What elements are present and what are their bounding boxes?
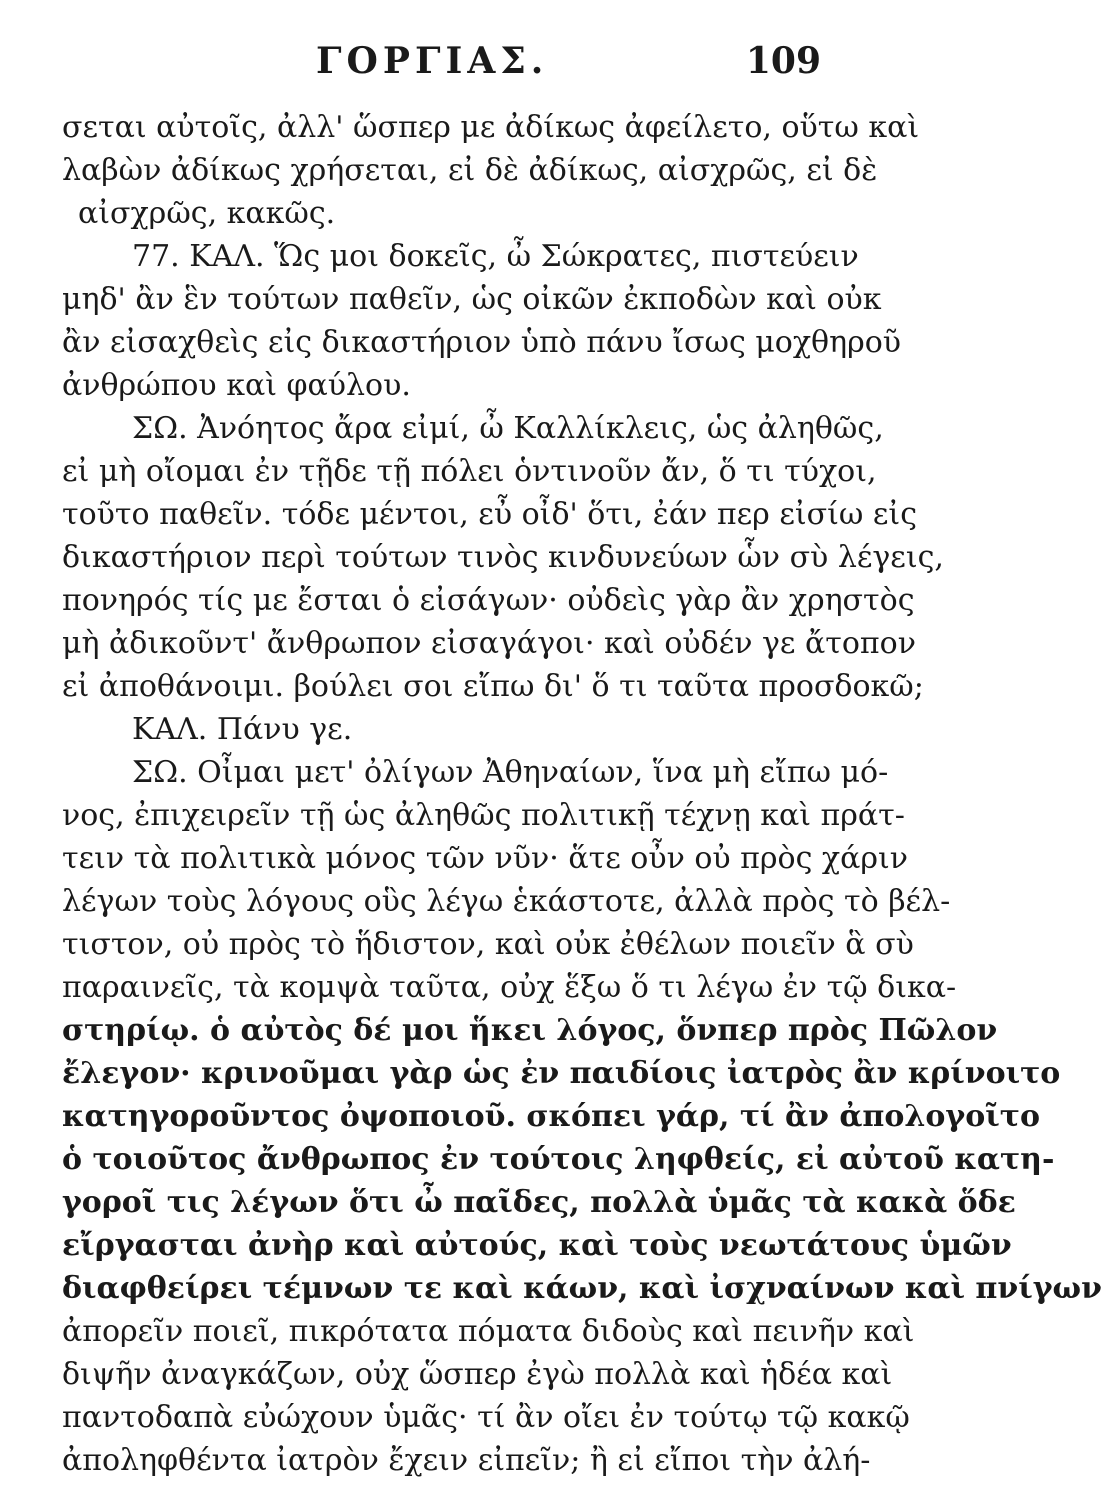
text-line: κατηγοροῦντος ὀψοποιοῦ. σκόπει γάρ, τί ἂν ἀπολογοῖτο: [62, 1099, 1040, 1134]
text-line: λαβὼν ἀδίκως χρήσεται, εἰ δὲ ἀδίκως, αἰσχρῶς, εἰ δὲ: [62, 153, 878, 188]
text-line: μηδ' ἂν ἓν τούτων παθεῖν, ὡς οἰκῶν ἐκποδὼν καὶ οὐκ: [62, 282, 882, 317]
text-line: εἰ ἀποθάνοιμι. βούλει σοι εἴπω δι' ὅ τι ταῦτα προσδοκῶ;: [62, 669, 924, 704]
page-number: 109: [745, 40, 821, 82]
text-line: ΣΩ. Ἀνόητος ἄρα εἰμί, ὦ Καλλίκλεις, ὡς ἀληθῶς,: [132, 411, 884, 446]
text-line: γοροῖ τις λέγων ὅτι ὦ παῖδες, πολλὰ ὑμᾶς τὰ κακὰ ὅδε: [62, 1185, 1016, 1220]
text-line: λέγων τοὺς λόγους οὓς λέγω ἑκάστοτε, ἀλλὰ πρὸς τὸ βέλ-: [62, 884, 951, 919]
text-line: παντοδαπὰ εὐώχουν ὑμᾶς· τί ἂν οἴει ἐν τούτῳ τῷ κακῷ: [62, 1400, 910, 1435]
text-line: διψῆν ἀναγκάζων, οὐχ ὥσπερ ἐγὼ πολλὰ καὶ ἡδέα καὶ: [62, 1357, 893, 1392]
text-line: σεται αὐτοῖς, ἀλλ' ὥσπερ με ἀδίκως ἀφείλετο, οὕτω καὶ: [62, 110, 920, 145]
text-line: πονηρός τίς με ἔσται ὁ εἰσάγων· οὐδεὶς γὰρ ἂν χρηστὸς: [62, 583, 915, 618]
text-line: αἰσχρῶς, κακῶς.: [78, 196, 336, 231]
text-line: στηρίῳ. ὁ αὐτὸς δέ μοι ἥκει λόγος, ὅνπερ πρὸς Πῶλον: [62, 1013, 998, 1048]
text-line: δικαστήριον περὶ τούτων τινὸς κινδυνεύων ὧν σὺ λέγεις,: [62, 540, 944, 575]
text-line: εἴργασται ἀνὴρ καὶ αὐτούς, καὶ τοὺς νεωτάτους ὑμῶν: [62, 1228, 1012, 1263]
text-line: ἀνθρώπου καὶ φαύλου.: [62, 368, 411, 403]
text-line: ἀποληφθέντα ἰατρὸν ἔχειν εἰπεῖν; ἢ εἰ εἴποι τὴν ἀλή-: [62, 1443, 871, 1478]
text-line: ἀπορεῖν ποιεῖ, πικρότατα πόματα διδοὺς καὶ πεινῆν καὶ: [62, 1314, 915, 1349]
text-line: νος, ἐπιχειρεῖν τῇ ὡς ἀληθῶς πολιτικῇ τέχνῃ καὶ πράτ-: [62, 798, 905, 833]
text-line: παραινεῖς, τὰ κομψὰ ταῦτα, οὐχ ἕξω ὅ τι λέγω ἐν τῷ δικα-: [62, 970, 957, 1005]
text-line: μὴ ἀδικοῦντ' ἄνθρωπον εἰσαγάγοι· καὶ οὐδέν γε ἄτοπον: [62, 626, 916, 661]
text-line: εἰ μὴ οἴομαι ἐν τῇδε τῇ πόλει ὁντινοῦν ἄν, ὅ τι τύχοι,: [62, 454, 877, 489]
text-line: τιστον, οὐ πρὸς τὸ ἥδιστον, καὶ οὐκ ἐθέλων ποιεῖν ἃ σὺ: [62, 927, 914, 962]
text-line: ὁ τοιοῦτος ἄνθρωπος ἐν τούτοις ληφθείς, εἰ αὐτοῦ κατη-: [62, 1142, 1055, 1177]
text-line: ἔλεγον· κρινοῦμαι γὰρ ὡς ἐν παιδίοις ἰατρὸς ἂν κρίνοιτο: [62, 1056, 1061, 1091]
text-line: 77. ΚΑΛ. Ὥς μοι δοκεῖς, ὦ Σώκρατες, πιστεύειν: [132, 239, 859, 274]
page-header: [0, 40, 966, 90]
text-line: διαφθείρει τέμνων τε καὶ κάων, καὶ ἰσχναίνων καὶ πνίγων: [62, 1271, 1102, 1306]
text-line: ΣΩ. Οἶμαι μετ' ὀλίγων Ἀθηναίων, ἵνα μὴ εἴπω μό-: [132, 755, 889, 790]
running-title: ΓΟΡΓΙΑΣ.: [316, 40, 549, 82]
text-line: τειν τὰ πολιτικὰ μόνος τῶν νῦν· ἅτε οὖν οὐ πρὸς χάριν: [62, 841, 909, 876]
text-line: ΚΑΛ. Πάνυ γε.: [132, 712, 353, 747]
text-line: τοῦτο παθεῖν. τόδε μέντοι, εὖ οἶδ' ὅτι, ἐάν περ εἰσίω εἰς: [62, 497, 917, 532]
text-line: ἂν εἰσαχθεὶς εἰς δικαστήριον ὑπὸ πάνυ ἴσως μοχθηροῦ: [62, 325, 902, 360]
